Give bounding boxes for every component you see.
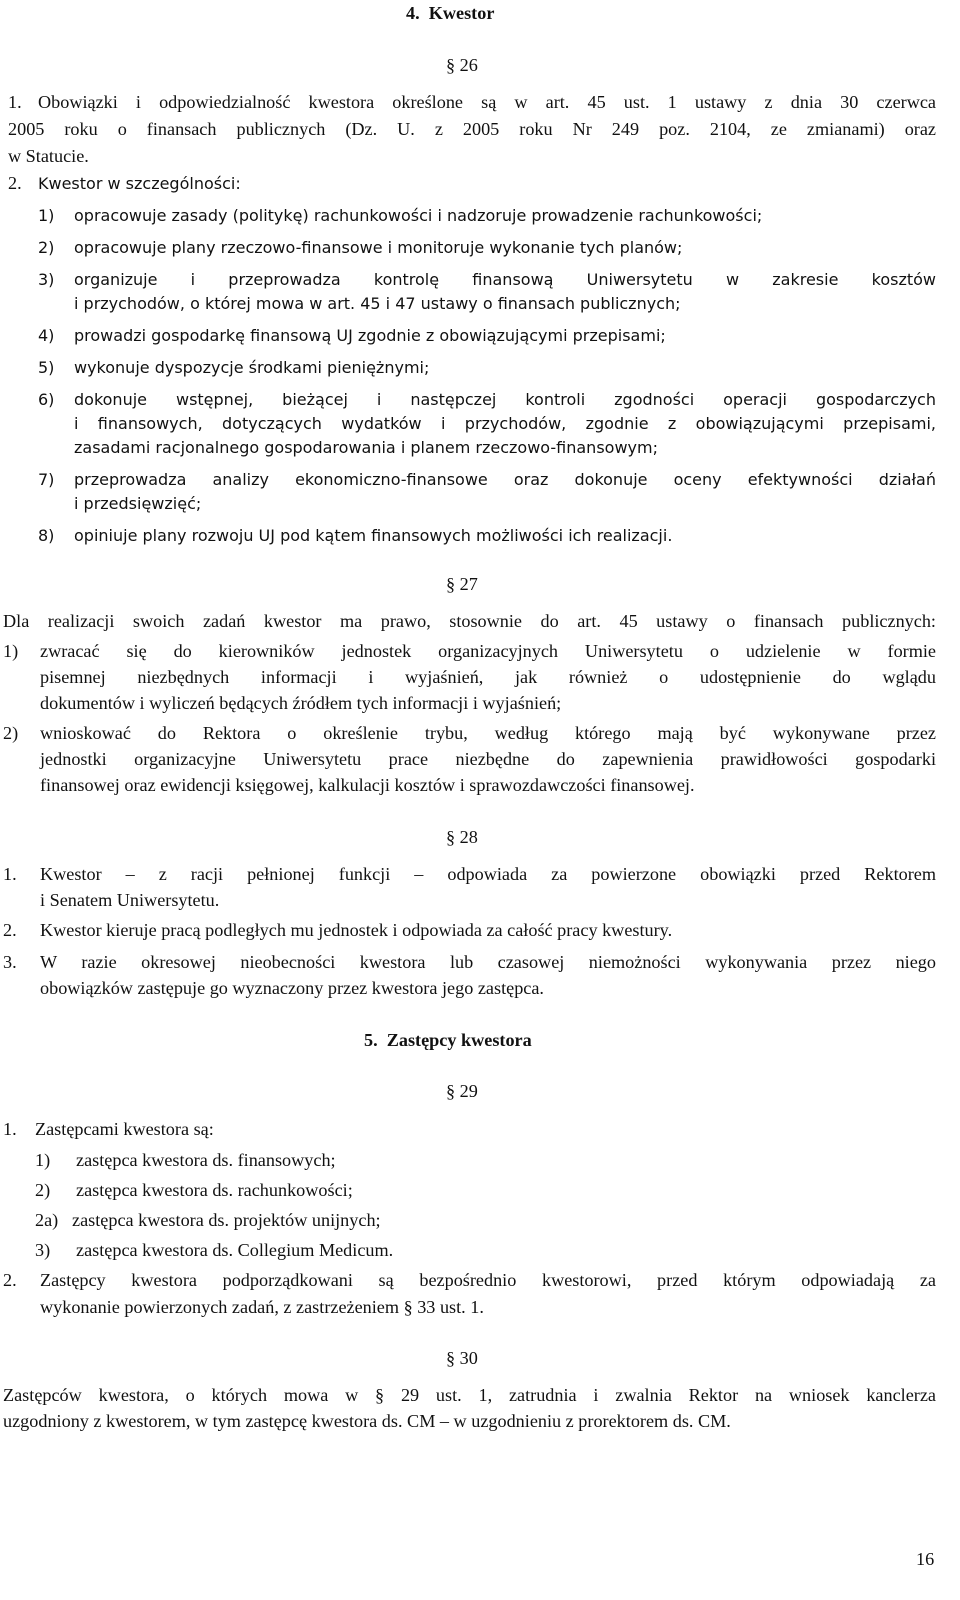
item-text-line: 2005 roku o finansach publicznych (Dz. U. z 2005 roku Nr 249 poz. 2104, ze zmianami) oraz (8, 119, 936, 139)
sub-item-number: 4) (38, 326, 55, 345)
sub-item-text: finansowej oraz ewidencji księgowej, kalkulacji kosztów i sprawozdawczości finansowej. (40, 775, 695, 795)
section-heading-kwestor: 4. Kwestor (406, 3, 495, 23)
item-number: 2. (3, 1270, 17, 1290)
sub-item-number: 7) (38, 470, 55, 489)
paragraph-text-line: uzgodniony z kwestorem, w tym zastępcę kwestora ds. CM – w uzgodnieniu z prorektorem ds. CM. (3, 1411, 731, 1431)
item-text-line: W razie okresowej nieobecności kwestora lub czasowej niemożności wykonywania przez niego (40, 952, 936, 972)
item-text-line: i Senatem Uniwersytetu. (40, 890, 220, 910)
paragraph-intro: Dla realizacji swoich zadań kwestor ma prawo, stosownie do art. 45 ustawy o finansach publicznych: (3, 611, 936, 631)
item-text-line: Kwestor kieruje pracą podległych mu jednostek i odpowiada za całość pracy kwestury. (40, 920, 673, 940)
paragraph-heading-27: § 27 (446, 574, 478, 594)
sub-item-number: 3) (38, 270, 55, 289)
sub-item-text: zwracać się do kierowników jednostek organizacyjnych Uniwersytetu o udzielenie w formie (40, 641, 936, 661)
page-number: 16 (916, 1549, 935, 1569)
sub-item-text: jednostki organizacyjne Uniwersytetu prace niezbędne do zapewnienia prawidłowości gospodarki (40, 749, 936, 769)
paragraph-heading-29: § 29 (446, 1081, 478, 1101)
item-number: 3. (3, 952, 17, 972)
sub-item-number: 2) (38, 238, 55, 257)
sub-item-number: 5) (38, 358, 55, 377)
sub-item-text: opracowuje zasady (politykę) rachunkowości i nadzoruje prowadzenie rachunkowości; (74, 206, 763, 225)
paragraph-heading-30: § 30 (446, 1348, 478, 1368)
item-number: 1. (3, 1119, 17, 1139)
sub-item-text: zasadami racjonalnego gospodarowania i planem rzeczowo-finansowym; (74, 438, 658, 457)
sub-item-text: opiniuje plany rozwoju UJ pod kątem finansowych możliwości ich realizacji. (74, 526, 673, 545)
item-number: 2. (8, 173, 22, 193)
item-text-line: Obowiązki i odpowiedzialność kwestora określone są w art. 45 ust. 1 ustawy z dnia 30 czerwca (38, 92, 936, 112)
sub-item-text: i przedsięwzięć; (74, 494, 202, 513)
sub-item-number: 2a) (35, 1210, 59, 1230)
sub-item-text: prowadzi gospodarkę finansową UJ zgodnie z obowiązującymi przepisami; (74, 326, 666, 345)
sub-item-text: i przychodów, o której mowa w art. 45 i 47 ustawy o finansach publicznych; (74, 294, 681, 313)
section-heading-zastepcy: 5. Zastępcy kwestora (364, 1030, 532, 1050)
item-number: 2. (3, 920, 17, 940)
item-number: 1. (8, 92, 22, 112)
sub-item-text: dokumentów i wyliczeń będących źródłem tych informacji i wyjaśnień; (40, 693, 562, 713)
paragraph-heading-26: § 26 (446, 55, 478, 75)
item-text-line: wykonanie powierzonych zadań, z zastrzeżeniem § 33 ust. 1. (40, 1297, 484, 1317)
paragraph-heading-28: § 28 (446, 827, 478, 847)
sub-item-text: pisemnej niezbędnych informacji i wyjaśnień, jak również o udostępnienie do wglądu (40, 667, 936, 687)
sub-item-number: 1) (3, 641, 19, 661)
sub-item-number: 2) (3, 723, 19, 743)
sub-item-number: 1) (38, 206, 55, 225)
sub-item-text: wnioskować do Rektora o określenie trybu, według którego mają być wykonywane przez (40, 723, 936, 743)
sub-item-number: 6) (38, 390, 55, 409)
sub-item-text: zastępca kwestora ds. Collegium Medicum. (76, 1240, 394, 1260)
sub-item-text: zastępca kwestora ds. rachunkowości; (76, 1180, 353, 1200)
paragraph-text-line: Zastępców kwestora, o których mowa w § 29 ust. 1, zatrudnia i zwalnia Rektor na wniosek kanclerza (3, 1385, 936, 1405)
sub-item-number: 8) (38, 526, 55, 545)
item-text-line: Zastępcy kwestora podporządkowani są bezpośrednio kwestorowi, przed którym odpowiadają za (40, 1270, 936, 1290)
sub-item-text: zastępca kwestora ds. finansowych; (76, 1150, 336, 1170)
sub-item-text: przeprowadza analizy ekonomiczno-finansowe oraz dokonuje oceny efektywności działań (74, 470, 936, 489)
sub-item-number: 2) (35, 1180, 51, 1200)
sub-item-number: 1) (35, 1150, 51, 1170)
sub-item-number: 3) (35, 1240, 51, 1260)
sub-item-text: organizuje i przeprowadza kontrolę finansową Uniwersytetu w zakresie kosztów (74, 270, 936, 289)
sub-item-text: wykonuje dyspozycje środkami pieniężnymi; (74, 358, 430, 377)
item-number: 1. (3, 864, 17, 884)
sub-item-text: opracowuje plany rzeczowo-finansowe i monitoruje wykonanie tych planów; (74, 238, 683, 257)
item-text-line: w Statucie. (8, 146, 89, 166)
item-text-line: Kwestor – z racji pełnionej funkcji – odpowiada za powierzone obowiązki przed Rektorem (40, 864, 936, 884)
item-text-line: Zastępcami kwestora są: (35, 1119, 214, 1139)
sub-item-text: dokonuje wstępnej, bieżącej i następczej kontroli zgodności operacji gospodarczych (74, 390, 936, 409)
sub-item-text: zastępca kwestora ds. projektów unijnych; (72, 1210, 381, 1230)
item-text-line: obowiązków zastępuje go wyznaczony przez kwestora jego zastępca. (40, 978, 544, 998)
item-text-line: Kwestor w szczególności: (38, 174, 241, 193)
sub-item-text: i finansowych, dotyczących wydatków i przychodów, zgodnie z obowiązującymi przepisami, (74, 414, 936, 433)
